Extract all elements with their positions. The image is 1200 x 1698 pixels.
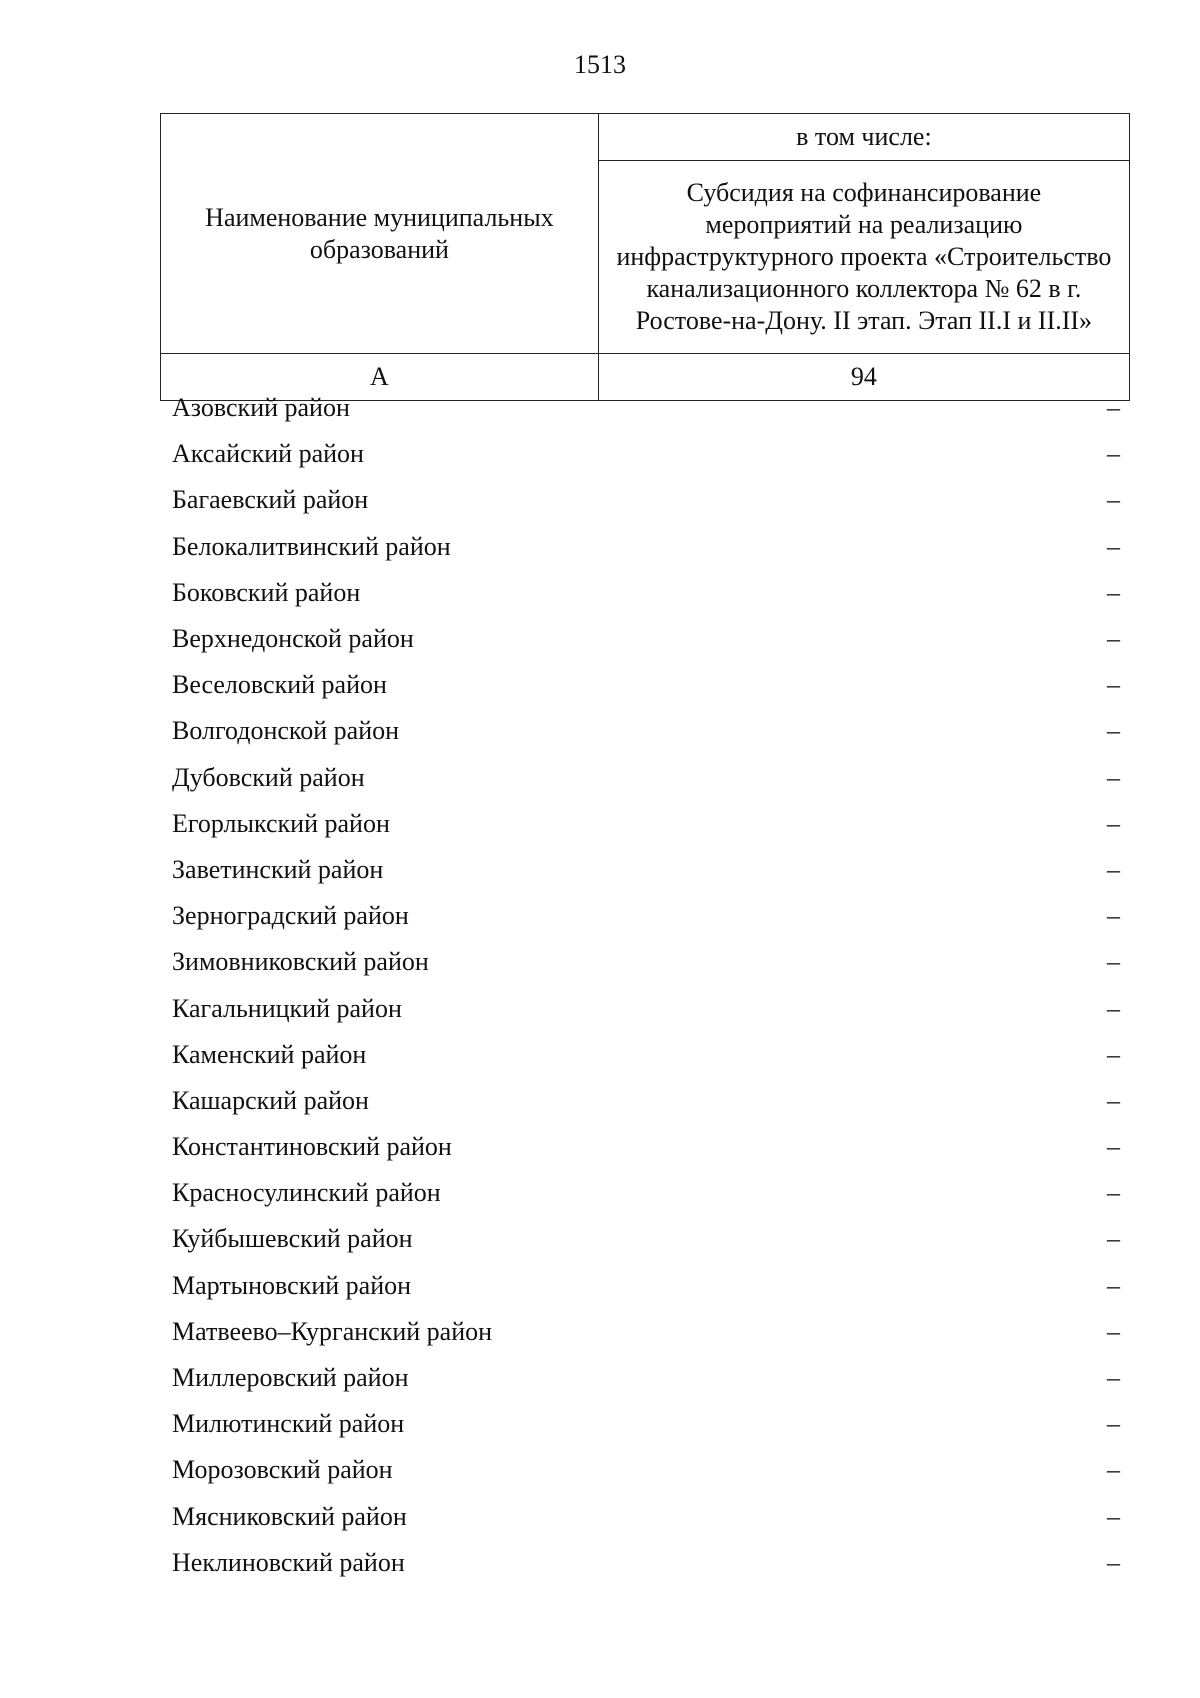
table-row <box>160 1032 1120 1078</box>
municipality-name: Белокалитвинский район <box>172 531 451 561</box>
municipality-name: Дубовский район <box>172 762 365 792</box>
table-row <box>160 1170 1120 1216</box>
header-index-name: А <box>161 354 599 401</box>
municipality-name: Волгодонской район <box>172 716 400 746</box>
subsidy-value: – <box>1107 762 1120 792</box>
municipality-name: Красносулинский район <box>172 1178 441 1208</box>
table-row <box>160 524 1120 570</box>
subsidy-value: – <box>1107 393 1120 423</box>
table-row <box>160 801 1120 847</box>
subsidy-value: – <box>1107 670 1120 700</box>
subsidy-value: – <box>1107 485 1120 515</box>
header-subsidy: Субсидия на софинансирование мероприятий на реализацию инфраструктурного проекта «Строительство канализационного коллектора № 62 в г. Ростове-на-Дону. II этап. Этап II.I и II.II» <box>598 161 1129 354</box>
header-including: в том числе: <box>598 114 1129 161</box>
table-row <box>160 1263 1120 1309</box>
municipality-name: Егорлыкский район <box>172 808 390 838</box>
table-row <box>160 708 1120 754</box>
municipality-name: Аксайский район <box>172 439 364 469</box>
table-row <box>160 431 1120 477</box>
municipality-name: Кагальницкий район <box>172 993 402 1023</box>
subsidy-value: – <box>1107 1363 1120 1393</box>
municipality-name: Багаевский район <box>172 485 369 515</box>
subsidy-value: – <box>1107 1224 1120 1254</box>
subsidy-value: – <box>1107 808 1120 838</box>
subsidy-value: – <box>1107 901 1120 931</box>
municipality-name: Кашарский район <box>172 1085 369 1115</box>
municipality-name: Мартыновский район <box>172 1270 412 1300</box>
municipality-name: Азовский район <box>172 393 350 423</box>
subsidy-value: – <box>1107 1547 1120 1577</box>
table-row <box>160 1355 1120 1401</box>
table-row <box>160 1216 1120 1262</box>
table-row <box>160 847 1120 893</box>
table-row <box>160 985 1120 1031</box>
table-header <box>160 113 1130 401</box>
subsidy-value: – <box>1107 1316 1120 1346</box>
table-row <box>160 477 1120 523</box>
subsidy-value: – <box>1107 1501 1120 1531</box>
table-row <box>160 385 1120 431</box>
municipality-name: Константиновский район <box>172 1132 452 1162</box>
municipality-name: Зерноградский район <box>172 901 409 931</box>
table-row <box>160 616 1120 662</box>
subsidy-value: – <box>1107 993 1120 1023</box>
municipality-name: Веселовский район <box>172 670 387 700</box>
table-row <box>160 893 1120 939</box>
subsidy-value: – <box>1107 1178 1120 1208</box>
header-index-subsidy: 94 <box>598 354 1129 401</box>
municipality-name: Морозовский район <box>172 1455 393 1485</box>
subsidy-value: – <box>1107 854 1120 884</box>
municipality-name: Милютинский район <box>172 1409 405 1439</box>
table-row <box>160 1401 1120 1447</box>
subsidy-value: – <box>1107 1455 1120 1485</box>
municipality-name: Матвеево–Курганский район <box>172 1316 493 1346</box>
subsidy-value: – <box>1107 577 1120 607</box>
subsidy-value: – <box>1107 1132 1120 1162</box>
subsidy-value: – <box>1107 1270 1120 1300</box>
page-number: 1513 <box>574 50 626 79</box>
municipality-name: Заветинский район <box>172 854 384 884</box>
subsidy-value: – <box>1107 439 1120 469</box>
table-row <box>160 939 1120 985</box>
table-row <box>160 1124 1120 1170</box>
table-row <box>160 1447 1120 1493</box>
municipality-name: Миллеровский район <box>172 1363 409 1393</box>
subsidy-value: – <box>1107 947 1120 977</box>
subsidy-value: – <box>1107 1085 1120 1115</box>
municipality-name: Верхнедонской район <box>172 624 414 654</box>
table-row <box>160 755 1120 801</box>
table-row <box>160 1309 1120 1355</box>
header-municipality-name: Наименование муниципальных образований <box>161 114 599 354</box>
subsidy-value: – <box>1107 716 1120 746</box>
subsidy-value: – <box>1107 531 1120 561</box>
municipality-name: Мясниковский район <box>172 1501 407 1531</box>
table-row <box>160 662 1120 708</box>
table-body <box>160 385 1120 1586</box>
municipality-name: Неклиновский район <box>172 1547 405 1577</box>
municipality-name: Зимовниковский район <box>172 947 429 977</box>
subsidy-value: – <box>1107 624 1120 654</box>
subsidy-value: – <box>1107 1039 1120 1069</box>
table-row <box>160 1494 1120 1540</box>
table-row <box>160 570 1120 616</box>
table-row <box>160 1078 1120 1124</box>
table-row <box>160 1540 1120 1586</box>
subsidy-value: – <box>1107 1409 1120 1439</box>
municipality-name: Каменский район <box>172 1039 367 1069</box>
municipality-name: Боковский район <box>172 577 361 607</box>
municipality-name: Куйбышевский район <box>172 1224 413 1254</box>
